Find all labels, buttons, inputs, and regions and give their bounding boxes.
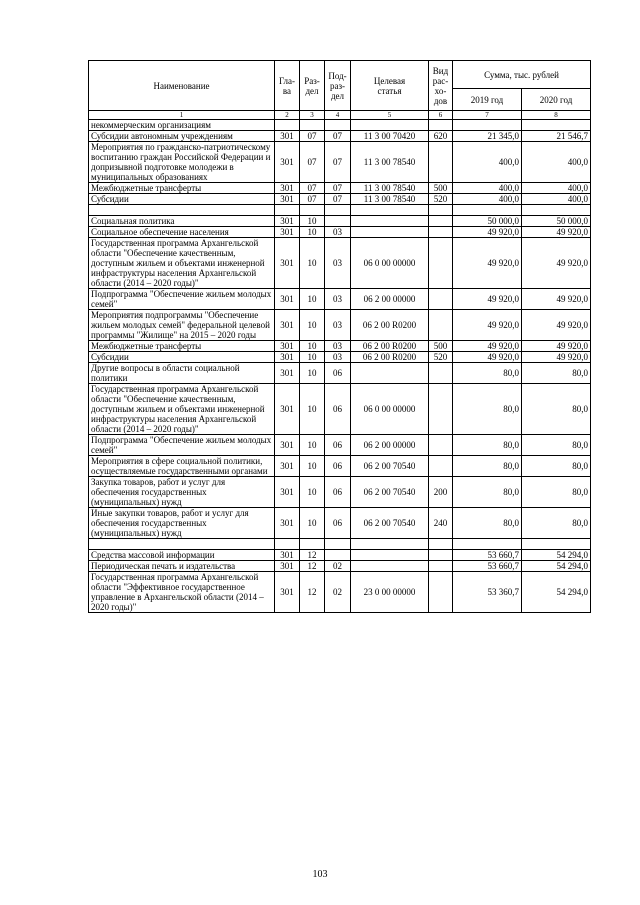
column-number: 6 [429, 111, 453, 120]
amount-2019: 49 920,0 [453, 310, 522, 341]
amount-2020: 80,0 [522, 477, 591, 508]
target-article-code [351, 227, 429, 238]
header-name: Наименование [89, 61, 275, 111]
expense-type-code [429, 205, 453, 216]
expense-type-code [429, 561, 453, 572]
target-article-code: 11 3 00 78540 [351, 194, 429, 205]
amount-2020: 80,0 [522, 456, 591, 477]
amount-2020 [522, 120, 591, 131]
target-article-code [351, 205, 429, 216]
amount-2020: 80,0 [522, 384, 591, 435]
table-row [89, 477, 591, 508]
amount-2019: 80,0 [453, 363, 522, 384]
amount-2020: 54 294,0 [522, 572, 591, 613]
chapter-code: 301 [275, 341, 300, 352]
chapter-code [275, 120, 300, 131]
target-article-code: 11 3 00 78540 [351, 142, 429, 183]
chapter-code: 301 [275, 216, 300, 227]
amount-2020: 54 294,0 [522, 550, 591, 561]
amount-2019: 53 660,7 [453, 561, 522, 572]
chapter-code: 301 [275, 183, 300, 194]
table-row [89, 238, 591, 289]
subsection-code [325, 205, 351, 216]
budget-item-name: Государственная программа Архангельской области "Обеспечение качественным, доступным жильем и объектами инженерной инфраструктуры населения Архангельской области (2014 – 2020 годы)" [89, 384, 275, 435]
amount-2019: 80,0 [453, 477, 522, 508]
expense-type-code: 500 [429, 183, 453, 194]
chapter-code: 301 [275, 142, 300, 183]
target-article-code: 06 2 00 70540 [351, 508, 429, 539]
column-number: 2 [275, 111, 300, 120]
expense-type-code: 520 [429, 194, 453, 205]
expense-type-code [429, 238, 453, 289]
budget-item-name: Социальное обеспечение населения [89, 227, 275, 238]
amount-2019: 80,0 [453, 435, 522, 456]
table-row [89, 561, 591, 572]
amount-2019: 400,0 [453, 183, 522, 194]
column-number: 3 [300, 111, 325, 120]
target-article-code: 06 0 00 00000 [351, 238, 429, 289]
table-row [89, 508, 591, 539]
budget-item-name [89, 205, 275, 216]
expense-type-code [429, 539, 453, 550]
amount-2019: 80,0 [453, 456, 522, 477]
amount-2020: 80,0 [522, 363, 591, 384]
budget-item-name: Мероприятия по гражданско-патриотическому воспитанию граждан Российской Федерации и допризывной подготовке молодежи в муниципальных образованиях [89, 142, 275, 183]
expense-type-code [429, 216, 453, 227]
target-article-code: 06 0 00 00000 [351, 384, 429, 435]
budget-item-name [89, 539, 275, 550]
table-row [89, 456, 591, 477]
amount-2020: 49 920,0 [522, 352, 591, 363]
budget-item-name: Закупка товаров, работ и услуг для обеспечения государственных (муниципальных) нужд [89, 477, 275, 508]
budget-item-name: Государственная программа Архангельской области "Обеспечение качественным, доступным жильем и объектами инженерной инфраструктуры населения Архангельской области (2014 – 2020 годы)" [89, 238, 275, 289]
table-row [89, 205, 591, 216]
amount-2019: 49 920,0 [453, 227, 522, 238]
section-code: 07 [300, 142, 325, 183]
section-code: 10 [300, 363, 325, 384]
target-article-code [351, 550, 429, 561]
section-code: 10 [300, 289, 325, 310]
header-razdel: Раз- дел [300, 61, 325, 111]
expense-type-code: 500 [429, 341, 453, 352]
budget-item-name: Субсидии [89, 352, 275, 363]
chapter-code: 301 [275, 238, 300, 289]
target-article-code [351, 561, 429, 572]
budget-item-name: Другие вопросы в области социальной политики [89, 363, 275, 384]
expense-type-code [429, 550, 453, 561]
subsection-code: 03 [325, 227, 351, 238]
subsection-code: 06 [325, 435, 351, 456]
column-number: 8 [522, 111, 591, 120]
amount-2019: 50 000,0 [453, 216, 522, 227]
budget-item-name: Подпрограмма "Обеспечение жильем молодых семей" [89, 435, 275, 456]
target-article-code [351, 120, 429, 131]
header-sum: Сумма, тыс. рублей [453, 61, 591, 89]
table-row [89, 435, 591, 456]
target-article-code [351, 216, 429, 227]
table-row [89, 194, 591, 205]
expense-type-code [429, 142, 453, 183]
chapter-code: 301 [275, 550, 300, 561]
chapter-code: 301 [275, 477, 300, 508]
budget-item-name: Государственная программа Архангельской области "Эффективное государственное управление в Архангельской области (2014 – 2020 годы)" [89, 572, 275, 613]
section-code: 12 [300, 572, 325, 613]
column-number: 1 [89, 111, 275, 120]
subsection-code: 06 [325, 456, 351, 477]
chapter-code: 301 [275, 310, 300, 341]
section-code: 10 [300, 352, 325, 363]
expense-type-code: 200 [429, 477, 453, 508]
budget-item-name: Иные закупки товаров, работ и услуг для обеспечения государственных (муниципальных) нужд [89, 508, 275, 539]
section-code: 10 [300, 456, 325, 477]
amount-2020: 54 294,0 [522, 561, 591, 572]
table-row [89, 131, 591, 142]
expense-type-code: 620 [429, 131, 453, 142]
expense-type-code [429, 227, 453, 238]
amount-2020: 80,0 [522, 435, 591, 456]
target-article-code: 06 2 00 R0200 [351, 310, 429, 341]
amount-2019 [453, 120, 522, 131]
budget-item-name: некоммерческим организациям [89, 120, 275, 131]
subsection-code [325, 539, 351, 550]
target-article-code: 11 3 00 78540 [351, 183, 429, 194]
section-code: 10 [300, 477, 325, 508]
section-code: 07 [300, 131, 325, 142]
budget-item-name: Субсидии [89, 194, 275, 205]
section-code: 10 [300, 238, 325, 289]
amount-2020: 50 000,0 [522, 216, 591, 227]
expense-type-code [429, 456, 453, 477]
amount-2020 [522, 539, 591, 550]
amount-2020: 21 546,7 [522, 131, 591, 142]
table-row [89, 183, 591, 194]
table-row [89, 120, 591, 131]
header-podrazdel: Под- раз- дел [325, 61, 351, 111]
table-row [89, 539, 591, 550]
table-row [89, 352, 591, 363]
subsection-code [325, 216, 351, 227]
target-article-code: 06 2 00 00000 [351, 289, 429, 310]
amount-2020: 49 920,0 [522, 238, 591, 289]
chapter-code: 301 [275, 227, 300, 238]
subsection-code: 06 [325, 508, 351, 539]
subsection-code [325, 120, 351, 131]
table-row [89, 227, 591, 238]
expense-type-code [429, 572, 453, 613]
chapter-code: 301 [275, 363, 300, 384]
column-number: 7 [453, 111, 522, 120]
section-code: 07 [300, 194, 325, 205]
header-year-2019: 2019 год [453, 89, 522, 111]
expense-type-code [429, 363, 453, 384]
target-article-code [351, 539, 429, 550]
subsection-code: 07 [325, 142, 351, 183]
page-number: 103 [312, 869, 328, 880]
chapter-code: 301 [275, 456, 300, 477]
budget-item-name: Межбюджетные трансферты [89, 183, 275, 194]
section-code: 10 [300, 216, 325, 227]
table-row [89, 572, 591, 613]
amount-2019 [453, 539, 522, 550]
section-code: 10 [300, 310, 325, 341]
amount-2020: 400,0 [522, 194, 591, 205]
column-number-row [89, 111, 591, 120]
header-year-2020: 2020 год [522, 89, 591, 111]
section-code: 12 [300, 550, 325, 561]
subsection-code: 06 [325, 363, 351, 384]
subsection-code: 07 [325, 194, 351, 205]
budget-table-body [89, 120, 591, 613]
chapter-code: 301 [275, 352, 300, 363]
section-code: 10 [300, 384, 325, 435]
amount-2019: 400,0 [453, 194, 522, 205]
budget-item-name: Социальная политика [89, 216, 275, 227]
amount-2020: 49 920,0 [522, 310, 591, 341]
amount-2019: 80,0 [453, 384, 522, 435]
amount-2019: 49 920,0 [453, 238, 522, 289]
expense-type-code [429, 384, 453, 435]
chapter-code [275, 205, 300, 216]
subsection-code: 03 [325, 352, 351, 363]
chapter-code: 301 [275, 572, 300, 613]
budget-item-name: Подпрограмма "Обеспечение жильем молодых семей" [89, 289, 275, 310]
table-row [89, 310, 591, 341]
table-row [89, 289, 591, 310]
subsection-code: 03 [325, 238, 351, 289]
table-row [89, 384, 591, 435]
chapter-code: 301 [275, 561, 300, 572]
amount-2020: 49 920,0 [522, 341, 591, 352]
amount-2019: 53 660,7 [453, 550, 522, 561]
column-number: 4 [325, 111, 351, 120]
expense-type-code [429, 120, 453, 131]
section-code: 10 [300, 227, 325, 238]
budget-item-name: Межбюджетные трансферты [89, 341, 275, 352]
header-expense-type: Вид рас- хо- дов [429, 61, 453, 111]
subsection-code: 02 [325, 572, 351, 613]
subsection-code [325, 550, 351, 561]
amount-2019: 80,0 [453, 508, 522, 539]
subsection-code: 07 [325, 183, 351, 194]
subsection-code: 03 [325, 341, 351, 352]
section-code: 07 [300, 183, 325, 194]
target-article-code: 23 0 00 00000 [351, 572, 429, 613]
target-article-code: 06 2 00 70540 [351, 477, 429, 508]
section-code [300, 205, 325, 216]
chapter-code: 301 [275, 435, 300, 456]
target-article-code [351, 363, 429, 384]
budget-item-name: Субсидии автономным учреждениям [89, 131, 275, 142]
amount-2020: 400,0 [522, 183, 591, 194]
amount-2020: 49 920,0 [522, 227, 591, 238]
section-code: 10 [300, 508, 325, 539]
header-target-article: Целевая статья [351, 61, 429, 111]
target-article-code: 06 2 00 R0200 [351, 341, 429, 352]
expense-type-code [429, 289, 453, 310]
expense-type-code: 240 [429, 508, 453, 539]
amount-2019: 21 345,0 [453, 131, 522, 142]
chapter-code: 301 [275, 289, 300, 310]
amount-2019 [453, 205, 522, 216]
subsection-code: 07 [325, 131, 351, 142]
chapter-code: 301 [275, 508, 300, 539]
amount-2020: 80,0 [522, 508, 591, 539]
target-article-code: 11 3 00 70420 [351, 131, 429, 142]
table-row [89, 216, 591, 227]
chapter-code [275, 539, 300, 550]
subsection-code: 03 [325, 310, 351, 341]
column-number: 5 [351, 111, 429, 120]
target-article-code: 06 2 00 R0200 [351, 352, 429, 363]
budget-item-name: Периодическая печать и издательства [89, 561, 275, 572]
subsection-code: 06 [325, 384, 351, 435]
chapter-code: 301 [275, 194, 300, 205]
budget-item-name: Мероприятия в сфере социальной политики, осуществляемые государственными органами [89, 456, 275, 477]
section-code: 12 [300, 561, 325, 572]
table-row [89, 142, 591, 183]
amount-2020: 49 920,0 [522, 289, 591, 310]
section-code: 10 [300, 341, 325, 352]
amount-2019: 49 920,0 [453, 289, 522, 310]
subsection-code: 06 [325, 477, 351, 508]
table-row [89, 550, 591, 561]
amount-2020: 400,0 [522, 142, 591, 183]
amount-2019: 53 360,7 [453, 572, 522, 613]
chapter-code: 301 [275, 131, 300, 142]
subsection-code: 03 [325, 289, 351, 310]
expense-type-code [429, 435, 453, 456]
chapter-code: 301 [275, 384, 300, 435]
budget-item-name: Мероприятия подпрограммы "Обеспечение жильем молодых семей" федеральной целевой программы "Жилище" на 2015 – 2020 годы [89, 310, 275, 341]
target-article-code: 06 2 00 70540 [351, 456, 429, 477]
table-row [89, 363, 591, 384]
subsection-code: 02 [325, 561, 351, 572]
table-row [89, 341, 591, 352]
header-glava: Гла- ва [275, 61, 300, 111]
section-code [300, 539, 325, 550]
budget-table [88, 60, 591, 613]
amount-2020 [522, 205, 591, 216]
budget-item-name: Средства массовой информации [89, 550, 275, 561]
expense-type-code: 520 [429, 352, 453, 363]
section-code: 10 [300, 435, 325, 456]
amount-2019: 400,0 [453, 142, 522, 183]
section-code [300, 120, 325, 131]
amount-2019: 49 920,0 [453, 341, 522, 352]
amount-2019: 49 920,0 [453, 352, 522, 363]
expense-type-code [429, 310, 453, 341]
target-article-code: 06 2 00 00000 [351, 435, 429, 456]
